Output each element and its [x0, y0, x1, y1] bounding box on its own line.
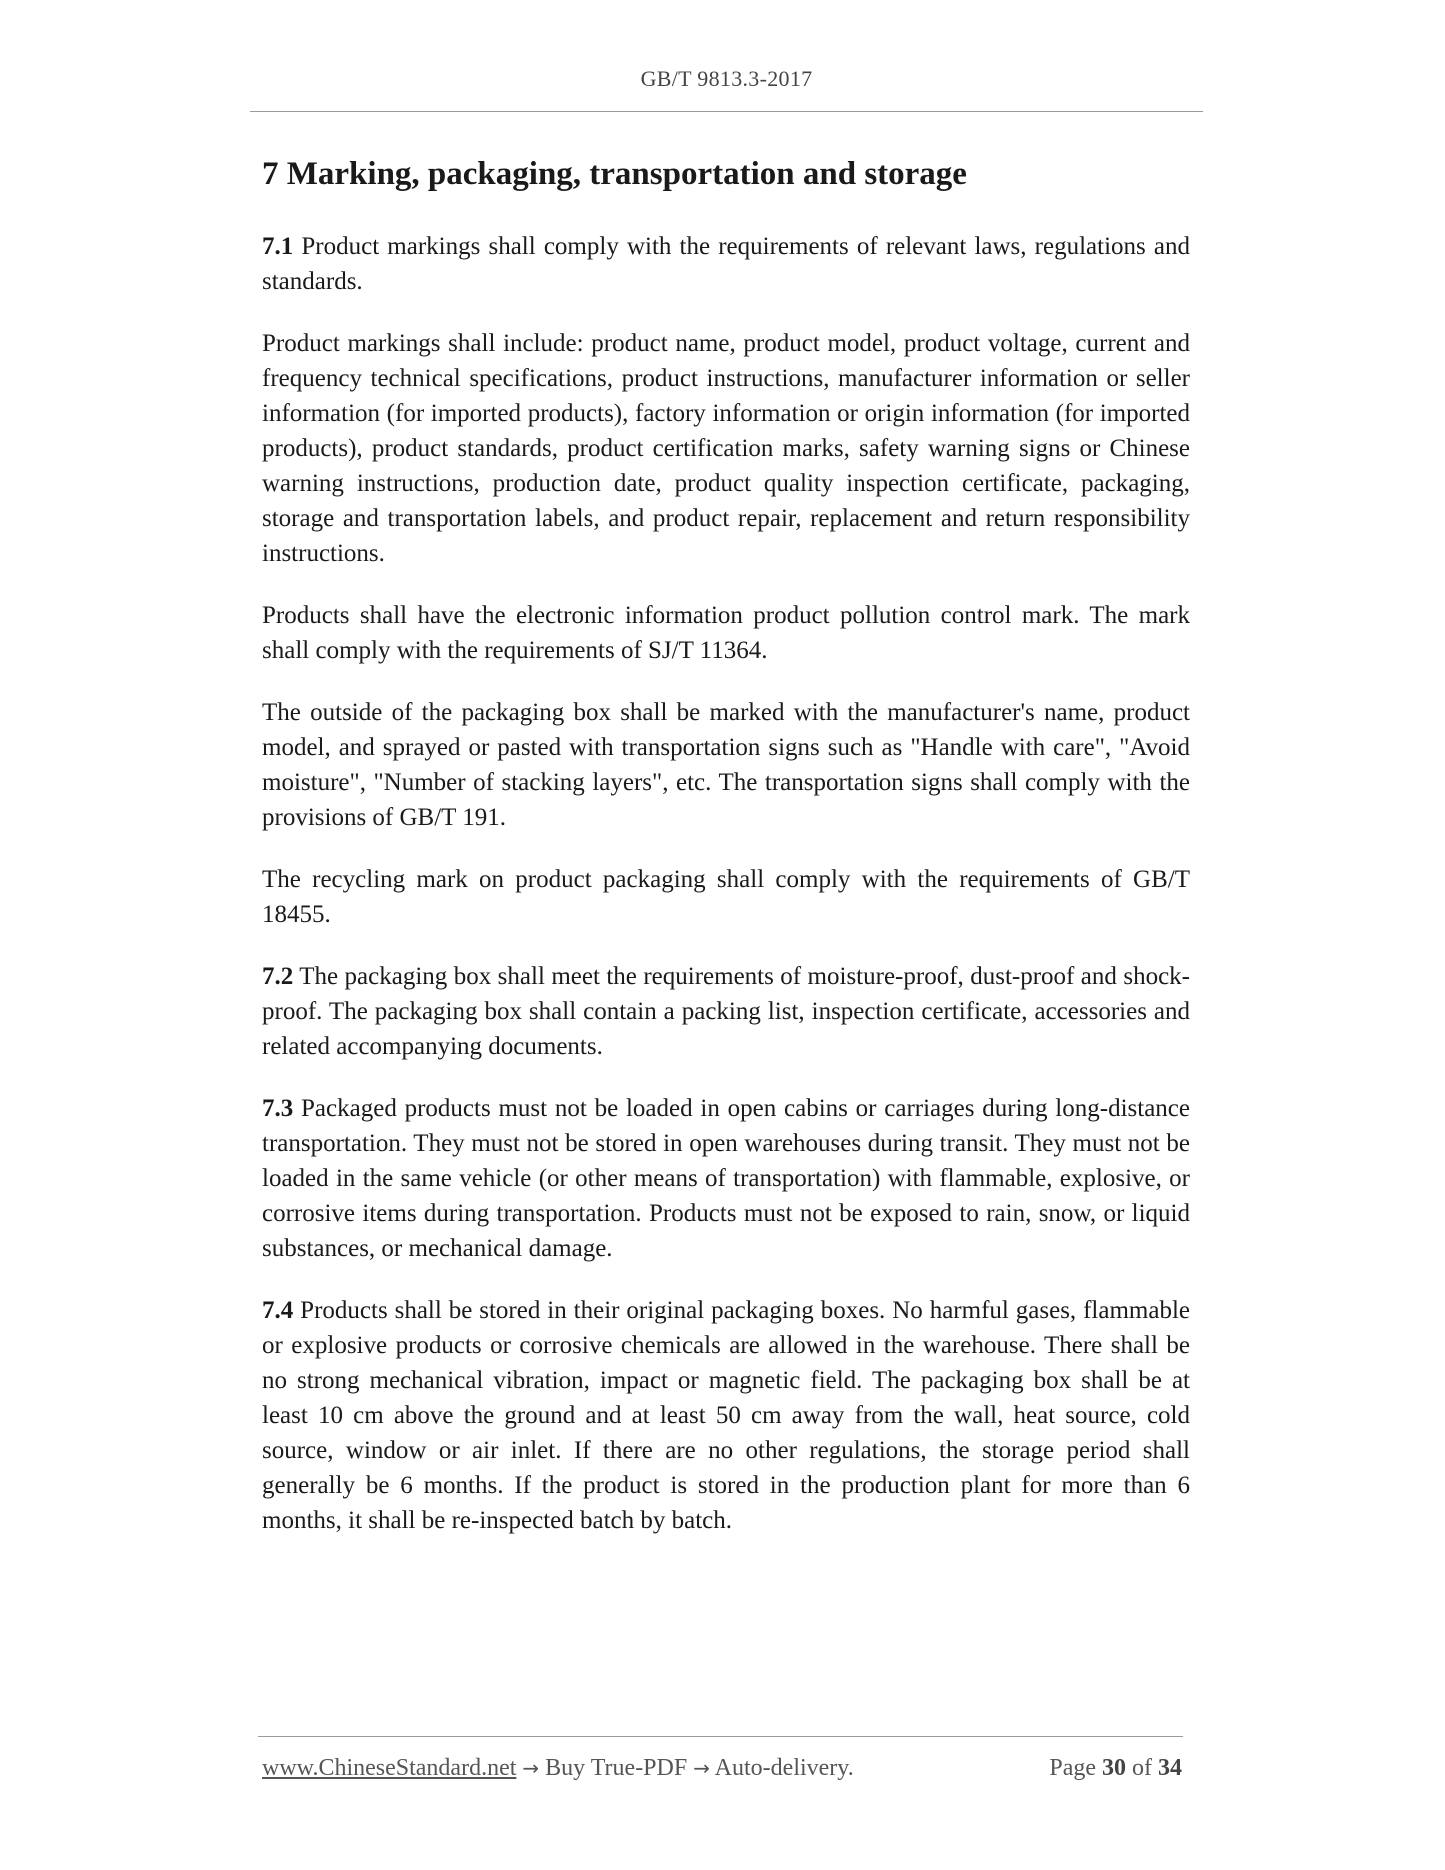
section-title: 7 Marking, packaging, transportation and storage	[262, 156, 967, 192]
paragraph-text: The packaging box shall meet the requirements of moisture-proof, dust-proof and shock-proof. The packaging box shall contain a packing list, inspection certificate, accessories and related accompanying documents.	[262, 962, 1190, 1060]
clause-number: 7.3	[262, 1094, 294, 1122]
website-link[interactable]: www.ChineseStandard.net	[262, 1755, 517, 1781]
paragraph-text: Product markings shall include: product name, product model, product voltage, current and frequency technical specifications, product instructions, manufacturer information or seller information (for imported products), factory information or origin information (for imported products), product standards, product certification marks, safety warning signs or Chinese warning instructions, production date, product quality inspection certificate, packaging, storage and transportation labels, and product repair, replacement and return responsibility instructions.	[262, 329, 1190, 567]
paragraph-text: Products shall have the electronic information product pollution control mark. The mark shall comply with the requirements of SJ/T 11364.	[262, 601, 1190, 664]
paragraph-recycling-mark	[262, 862, 1190, 932]
header-divider	[250, 111, 1203, 112]
footer-divider	[258, 1736, 1183, 1737]
clause-number: 7.4	[262, 1296, 294, 1324]
paragraph-pollution-mark	[262, 598, 1190, 668]
paragraph-packaging-box-signs	[262, 695, 1190, 835]
page-label: Page	[1049, 1755, 1096, 1781]
page-number	[1049, 1755, 1182, 1782]
paragraph-text: Products shall be stored in their original packaging boxes. No harmful gases, flammable or explosive products or corrosive chemicals are allowed in the warehouse. There shall be no strong mechanical vibration, impact or magnetic field. The packaging box shall be at least 10 cm above the ground and at least 50 cm away from the wall, heat source, cold source, window or air inlet. If there are no other regulations, the storage period shall generally be 6 months. If the product is stored in the production plant for more than 6 months, it shall be re-inspected batch by batch.	[262, 1296, 1190, 1534]
paragraph-text: Packaged products must not be loaded in open cabins or carriages during long-distance transportation. They must not be stored in open warehouses during transit. They must not be loaded in the same vehicle (or other means of transportation) with flammable, explosive, or corrosive items during transportation. Products must not be exposed to rain, snow, or liquid substances, or mechanical damage.	[262, 1094, 1190, 1262]
footer-promo	[262, 1755, 854, 1782]
clause-number: 7.1	[262, 232, 294, 260]
auto-delivery-text: Auto-delivery.	[714, 1755, 854, 1781]
page-total: 34	[1158, 1755, 1182, 1781]
buy-pdf-text: Buy True-PDF	[545, 1755, 688, 1781]
page-current: 30	[1102, 1755, 1126, 1781]
paragraph-7-2	[262, 959, 1190, 1064]
page-header: GB/T 9813.3-2017	[640, 66, 813, 91]
paragraph-markings	[262, 326, 1190, 571]
arrow-right-icon: →	[522, 1756, 540, 1780]
paragraph-7-1	[262, 229, 1190, 299]
paragraph-7-3	[262, 1091, 1190, 1266]
paragraph-text: The outside of the packaging box shall be marked with the manufacturer's name, product model, and sprayed or pasted with transportation signs such as "Handle with care", "Avoid moisture", "Number of stacking layers", etc. The transportation signs shall comply with the provisions of GB/T 191.	[262, 698, 1190, 831]
paragraph-text: The recycling mark on product packaging shall comply with the requirements of GB/T 18455.	[262, 865, 1190, 928]
page-content	[262, 155, 1190, 1565]
clause-number: 7.2	[262, 962, 294, 990]
of-label: of	[1132, 1755, 1152, 1781]
paragraph-text: Product markings shall comply with the requirements of relevant laws, regulations and standards.	[262, 232, 1190, 295]
paragraph-7-4	[262, 1293, 1190, 1538]
arrow-right-icon: →	[693, 1756, 710, 1780]
